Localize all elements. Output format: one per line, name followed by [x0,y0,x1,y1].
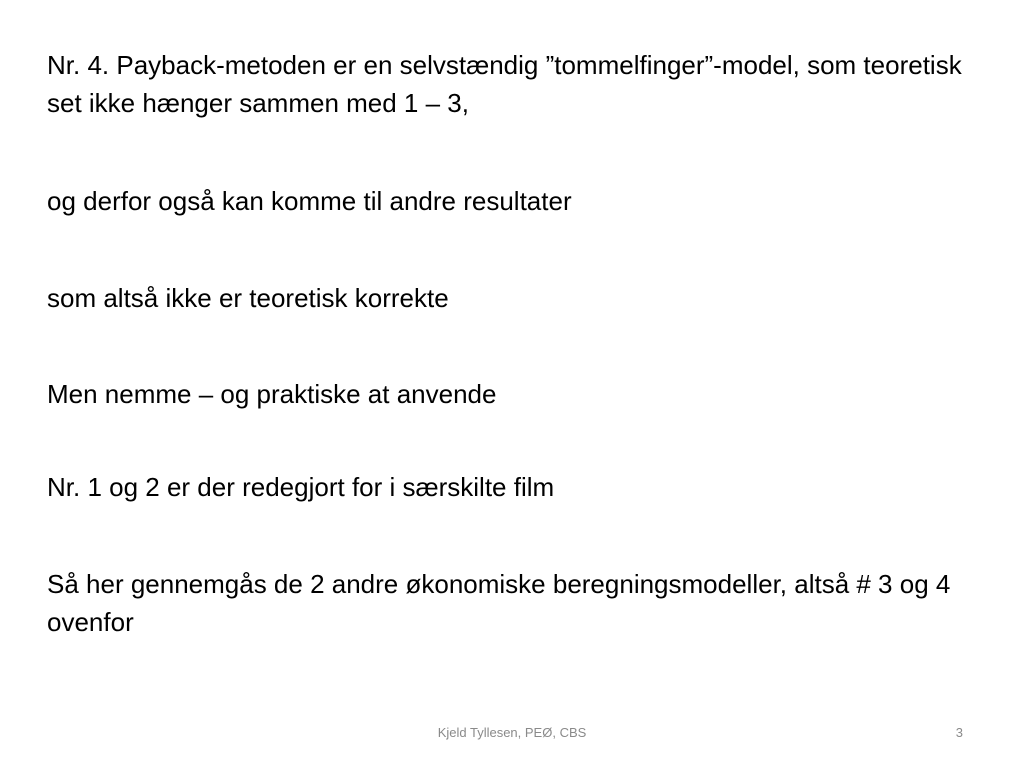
paragraph-easy-practical: Men nemme – og praktiske at anvende [47,379,497,409]
paragraph-other-models: Så her gennemgås de 2 andre økonomiske beregningsmodeller, altså # 3 og 4 ovenfor [47,569,951,637]
footer-author: Kjeld Tyllesen, PEØ, CBS [437,725,587,740]
paragraph-separate-films: Nr. 1 og 2 er der redegjort for i særskilte film [47,472,555,502]
page-number: 3 [955,725,963,740]
paragraph-payback-method: Nr. 4. Payback-metoden er en selvstændig ”tommelfinger”-model, som teoretisk set ikke hænger sammen med 1 – 3, [47,50,962,118]
paragraph-different-results: og derfor også kan komme til andre resultater [47,186,572,216]
paragraph-not-theoretically-correct: som altså ikke er teoretisk korrekte [47,283,449,313]
